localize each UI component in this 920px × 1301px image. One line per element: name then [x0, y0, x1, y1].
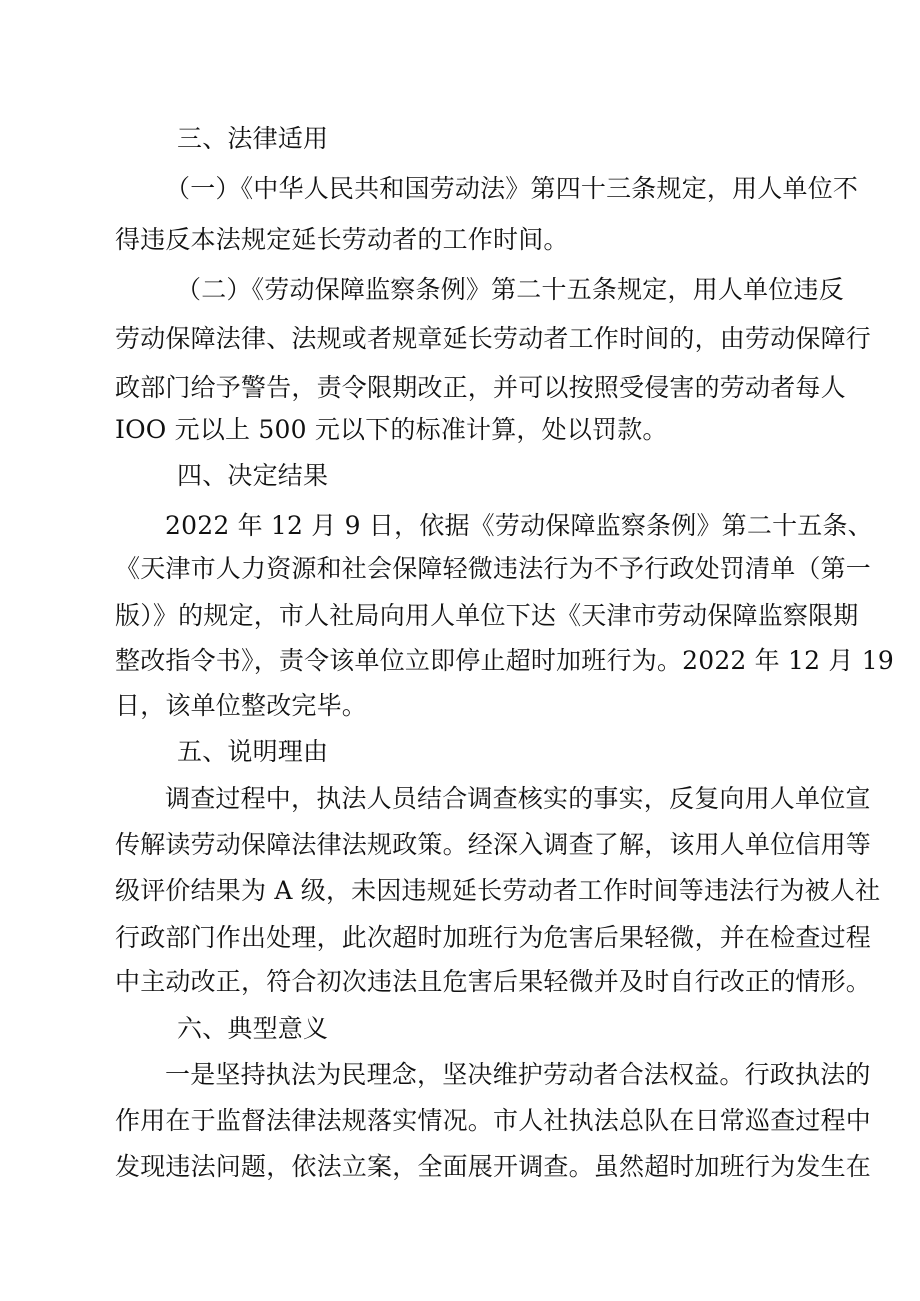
paragraph-line: 政部门给予警告，责令限期改正，并可以按照受侵害的劳动者每人 — [115, 373, 846, 402]
section-heading-legal-basis: 三、法律适用 — [177, 124, 329, 153]
paragraph-line: 劳动保障法律、法规或者规章延长劳动者工作时间的，由劳动保障行 — [115, 324, 872, 353]
paragraph-line: 传解读劳动保障法律法规政策。经深入调查了解，该用人单位信用等 — [115, 830, 872, 859]
paragraph-line: 中主动改正，符合初次违法且危害后果轻微并及时自行改正的情形。 — [115, 967, 872, 996]
paragraph-line: 《天津市人力资源和社会保障轻微违法行为不予行政处罚清单（第一 — [115, 554, 872, 583]
paragraph-line: 调查过程中，执法人员结合调查核实的事实，反复向用人单位宣 — [165, 784, 871, 813]
paragraph-line: （二）《劳动保障监察条例》第二十五条规定，用人单位违反 — [176, 275, 844, 304]
paragraph-line: 整改指令书》，责令该单位立即停止超时加班行为。2022 年 12 月 19 — [115, 646, 894, 675]
section-heading-significance: 六、典型意义 — [177, 1014, 329, 1043]
paragraph-line: 行政部门作出处理，此次超时加班行为危害后果轻微，并在检查过程 — [115, 923, 872, 952]
section-heading-decision: 四、决定结果 — [177, 461, 329, 490]
paragraph-line: 级评价结果为 A 级，未因违规延长劳动者工作时间等违法行为被人社 — [115, 876, 881, 905]
paragraph-line: 日，该单位整改完毕。 — [115, 691, 368, 720]
paragraph-line: IOO 元以上 500 元以下的标准计算，处以罚款。 — [115, 415, 668, 444]
paragraph-line: 版）》的规定，市人社局向用人单位下达《天津市劳动保障监察限期 — [115, 601, 859, 630]
paragraph-line: 2022 年 12 月 9 日，依据《劳动保障监察条例》第二十五条、 — [165, 511, 873, 540]
paragraph-line: （一）《中华人民共和国劳动法》第四十三条规定，用人单位不 — [165, 174, 859, 203]
section-heading-reasons: 五、说明理由 — [177, 737, 329, 766]
paragraph-line: 一是坚持执法为民理念，坚决维护劳动者合法权益。行政执法的 — [165, 1060, 871, 1089]
paragraph-line: 作用在于监督法律法规落实情况。市人社执法总队在日常巡查过程中 — [115, 1106, 872, 1135]
paragraph-line: 得违反本法规定延长劳动者的工作时间。 — [115, 225, 569, 254]
paragraph-line: 发现违法问题，依法立案，全面展开调查。虽然超时加班行为发生在 — [115, 1152, 872, 1181]
